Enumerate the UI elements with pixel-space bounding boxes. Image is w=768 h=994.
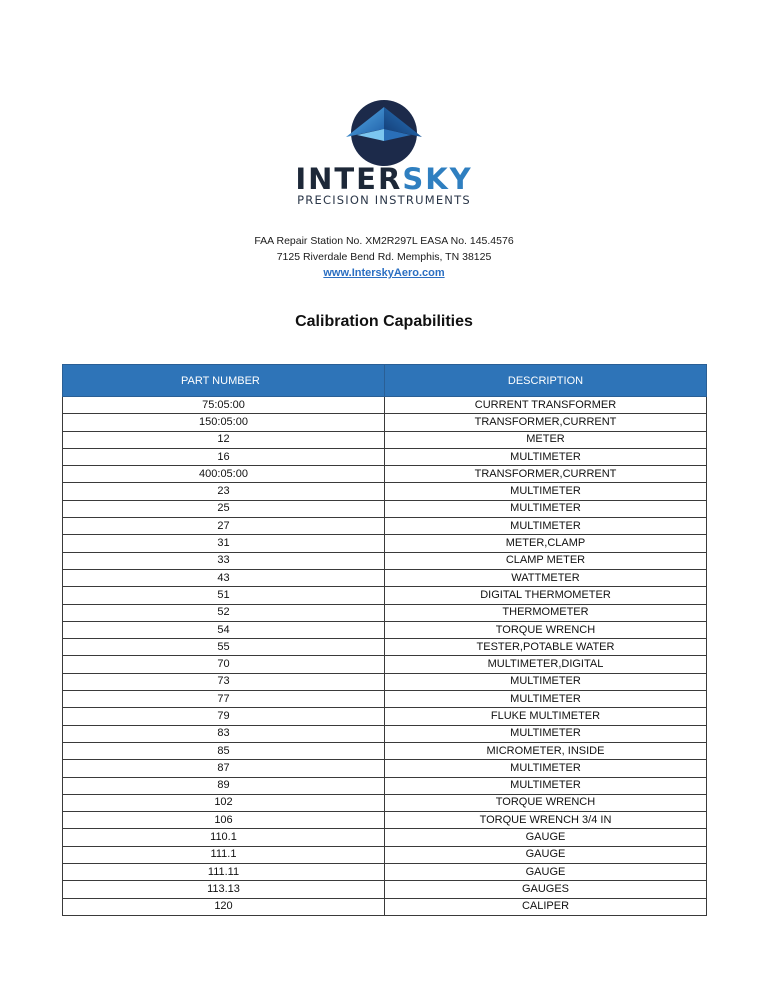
part-number-cell: 120	[63, 898, 385, 915]
website-link[interactable]: www.InterskyAero.com	[323, 267, 445, 279]
intersky-emblem-icon	[343, 95, 425, 167]
brand-tagline: PRECISION INSTRUMENTS	[297, 193, 471, 207]
part-number-cell: 70	[63, 656, 385, 673]
brand-word-part1: INTER	[295, 162, 403, 196]
part-number-cell: 106	[63, 812, 385, 829]
table-row	[63, 742, 707, 759]
table-row	[63, 725, 707, 742]
description-cell: GAUGE	[385, 864, 707, 881]
part-number-cell: 150:05:00	[63, 414, 385, 431]
description-cell: THERMOMETER	[385, 604, 707, 621]
description-cell: GAUGE	[385, 829, 707, 846]
part-number-cell: 33	[63, 552, 385, 569]
part-number-cell: 77	[63, 691, 385, 708]
table-row	[63, 656, 707, 673]
part-number-cell: 110.1	[63, 829, 385, 846]
description-cell: TRANSFORMER,CURRENT	[385, 414, 707, 431]
part-number-cell: 85	[63, 742, 385, 759]
table-row	[63, 691, 707, 708]
address-line: 7125 Riverdale Bend Rd. Memphis, TN 38125	[276, 251, 492, 263]
description-cell: GAUGE	[385, 846, 707, 863]
description-cell: GAUGES	[385, 881, 707, 898]
table-row	[63, 466, 707, 483]
description-cell: MULTIMETER	[385, 483, 707, 500]
column-header-part-number: PART NUMBER	[63, 365, 385, 397]
part-number-cell: 73	[63, 673, 385, 690]
table-row	[63, 552, 707, 569]
part-number-cell: 111.11	[63, 864, 385, 881]
description-cell: MICROMETER, INSIDE	[385, 742, 707, 759]
table-row	[63, 621, 707, 638]
table-row	[63, 518, 707, 535]
description-cell: MULTIMETER	[385, 500, 707, 517]
table-row	[63, 760, 707, 777]
part-number-cell: 52	[63, 604, 385, 621]
description-cell: DIGITAL THERMOMETER	[385, 587, 707, 604]
description-cell: MULTIMETER	[385, 725, 707, 742]
part-number-cell: 75:05:00	[63, 397, 385, 414]
table-row	[63, 639, 707, 656]
description-cell: FLUKE MULTIMETER	[385, 708, 707, 725]
table-row	[63, 535, 707, 552]
description-cell: MULTIMETER	[385, 691, 707, 708]
part-number-cell: 12	[63, 431, 385, 448]
description-cell: CURRENT TRANSFORMER	[385, 397, 707, 414]
part-number-cell: 25	[63, 500, 385, 517]
part-number-cell: 55	[63, 639, 385, 656]
description-cell: TORQUE WRENCH	[385, 621, 707, 638]
part-number-cell: 102	[63, 794, 385, 811]
page-title: Calibration Capabilities	[295, 313, 473, 330]
description-cell: METER	[385, 431, 707, 448]
repair-station-line: FAA Repair Station No. XM2R297L EASA No. 145.4576	[254, 235, 514, 247]
description-cell: MULTIMETER	[385, 518, 707, 535]
table-row	[63, 483, 707, 500]
part-number-cell: 83	[63, 725, 385, 742]
description-cell: TORQUE WRENCH	[385, 794, 707, 811]
intersky-logo	[0, 90, 768, 210]
part-number-cell: 16	[63, 448, 385, 465]
part-number-cell: 87	[63, 760, 385, 777]
table-row	[63, 414, 707, 431]
table-row	[63, 829, 707, 846]
part-number-cell: 113.13	[63, 881, 385, 898]
table-row	[63, 864, 707, 881]
table-row	[63, 604, 707, 621]
description-cell: CALIPER	[385, 898, 707, 915]
table-row	[63, 673, 707, 690]
table-row	[63, 794, 707, 811]
table-row	[63, 431, 707, 448]
capabilities-table	[62, 364, 707, 916]
description-cell: TORQUE WRENCH 3/4 IN	[385, 812, 707, 829]
table-row	[63, 569, 707, 586]
description-cell: TRANSFORMER,CURRENT	[385, 466, 707, 483]
column-header-description: DESCRIPTION	[385, 365, 707, 397]
description-cell: MULTIMETER	[385, 448, 707, 465]
table-row	[63, 397, 707, 414]
table-row	[63, 777, 707, 794]
brand-word-part2: SKY	[402, 162, 473, 196]
table-row	[63, 708, 707, 725]
table-row	[63, 500, 707, 517]
description-cell: TESTER,POTABLE WATER	[385, 639, 707, 656]
description-cell: MULTIMETER	[385, 777, 707, 794]
part-number-cell: 400:05:00	[63, 466, 385, 483]
description-cell: METER,CLAMP	[385, 535, 707, 552]
table-row	[63, 448, 707, 465]
description-cell: CLAMP METER	[385, 552, 707, 569]
table-row	[63, 587, 707, 604]
description-cell: MULTIMETER,DIGITAL	[385, 656, 707, 673]
table-header-row	[63, 365, 707, 397]
table-row	[63, 881, 707, 898]
part-number-cell: 23	[63, 483, 385, 500]
table-row	[63, 812, 707, 829]
part-number-cell: 31	[63, 535, 385, 552]
table-row	[63, 898, 707, 915]
part-number-cell: 51	[63, 587, 385, 604]
part-number-cell: 54	[63, 621, 385, 638]
part-number-cell: 79	[63, 708, 385, 725]
part-number-cell: 43	[63, 569, 385, 586]
table-body	[63, 397, 707, 916]
description-cell: MULTIMETER	[385, 760, 707, 777]
description-cell: WATTMETER	[385, 569, 707, 586]
table-row	[63, 846, 707, 863]
part-number-cell: 27	[63, 518, 385, 535]
part-number-cell: 111.1	[63, 846, 385, 863]
description-cell: MULTIMETER	[385, 673, 707, 690]
part-number-cell: 89	[63, 777, 385, 794]
brand-wordmark	[0, 162, 768, 196]
